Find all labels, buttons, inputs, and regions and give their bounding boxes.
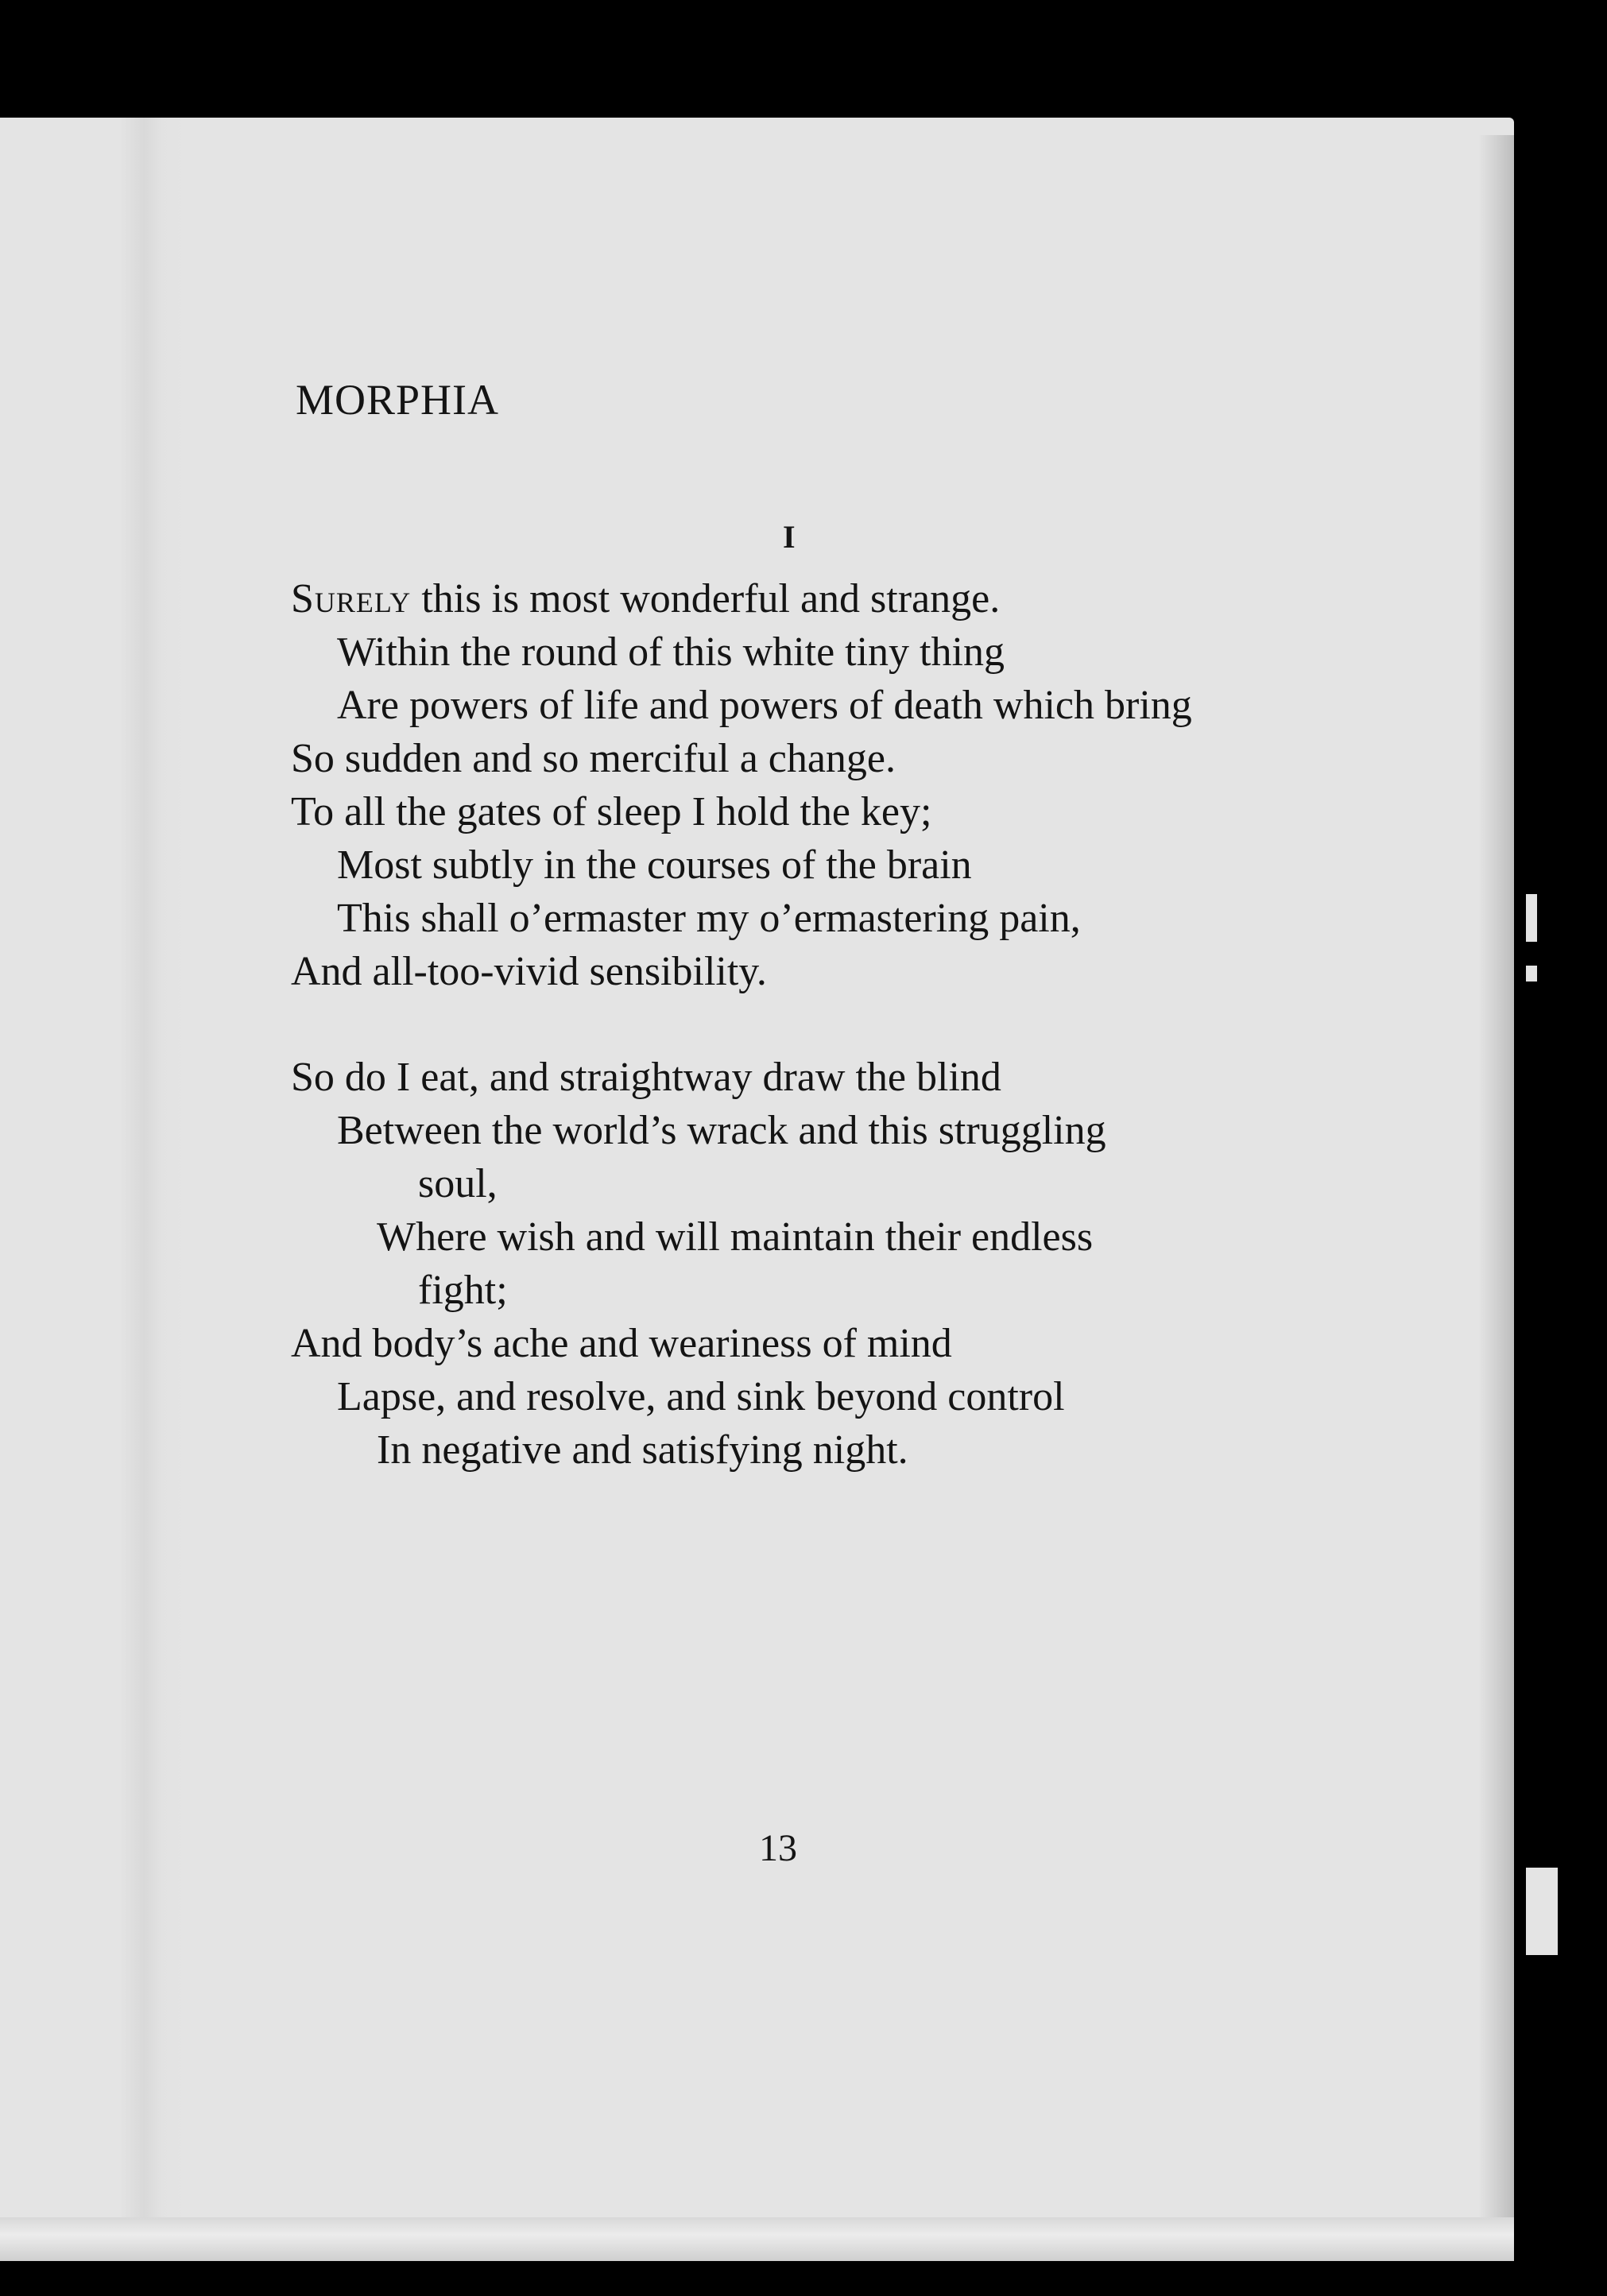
- poem-line: And body’s ache and weariness of mind: [291, 1321, 952, 1366]
- poem-line: In negative and satisfying night.: [377, 1427, 908, 1473]
- poem-line: Lapse, and resolve, and sink beyond control: [337, 1374, 1065, 1419]
- page-bottom-edge: [0, 2217, 1514, 2261]
- poem-title: MORPHIA: [296, 376, 500, 424]
- section-number: I: [783, 519, 796, 555]
- page-number: 13: [759, 1827, 797, 1869]
- poem-line: Most subtly in the courses of the brain: [337, 842, 972, 888]
- page-edge: [1478, 135, 1514, 2249]
- page-gutter: [119, 118, 191, 2259]
- poem-line: Surely this is most wonderful and strange.: [291, 576, 1001, 621]
- poem-line: To all the gates of sleep I hold the key;: [291, 789, 932, 834]
- poem-line: Between the world’s wrack and this struggling: [337, 1108, 1106, 1153]
- poem-body: [291, 572, 1308, 1477]
- first-word: Surely: [291, 576, 412, 621]
- poem-line: So do I eat, and straightway draw the blind: [291, 1055, 1001, 1100]
- poem-line: Are powers of life and powers of death which bring: [337, 683, 1192, 728]
- edge-mark: [1526, 966, 1537, 982]
- edge-mark: [1526, 894, 1537, 942]
- stanza-break: [291, 998, 1308, 1051]
- poem-line: So sudden and so merciful a change.: [291, 736, 896, 781]
- edge-mark: [1526, 1868, 1558, 1955]
- poem-line: This shall o’ermaster my o’ermastering pain,: [337, 896, 1081, 941]
- poem-line: soul,: [418, 1161, 498, 1206]
- poem-line: Within the round of this white tiny thing: [337, 629, 1005, 675]
- poem-line: And all-too-vivid sensibility.: [291, 949, 767, 994]
- poem-line: fight;: [418, 1268, 508, 1313]
- poem-line: Where wish and will maintain their endless: [377, 1214, 1094, 1260]
